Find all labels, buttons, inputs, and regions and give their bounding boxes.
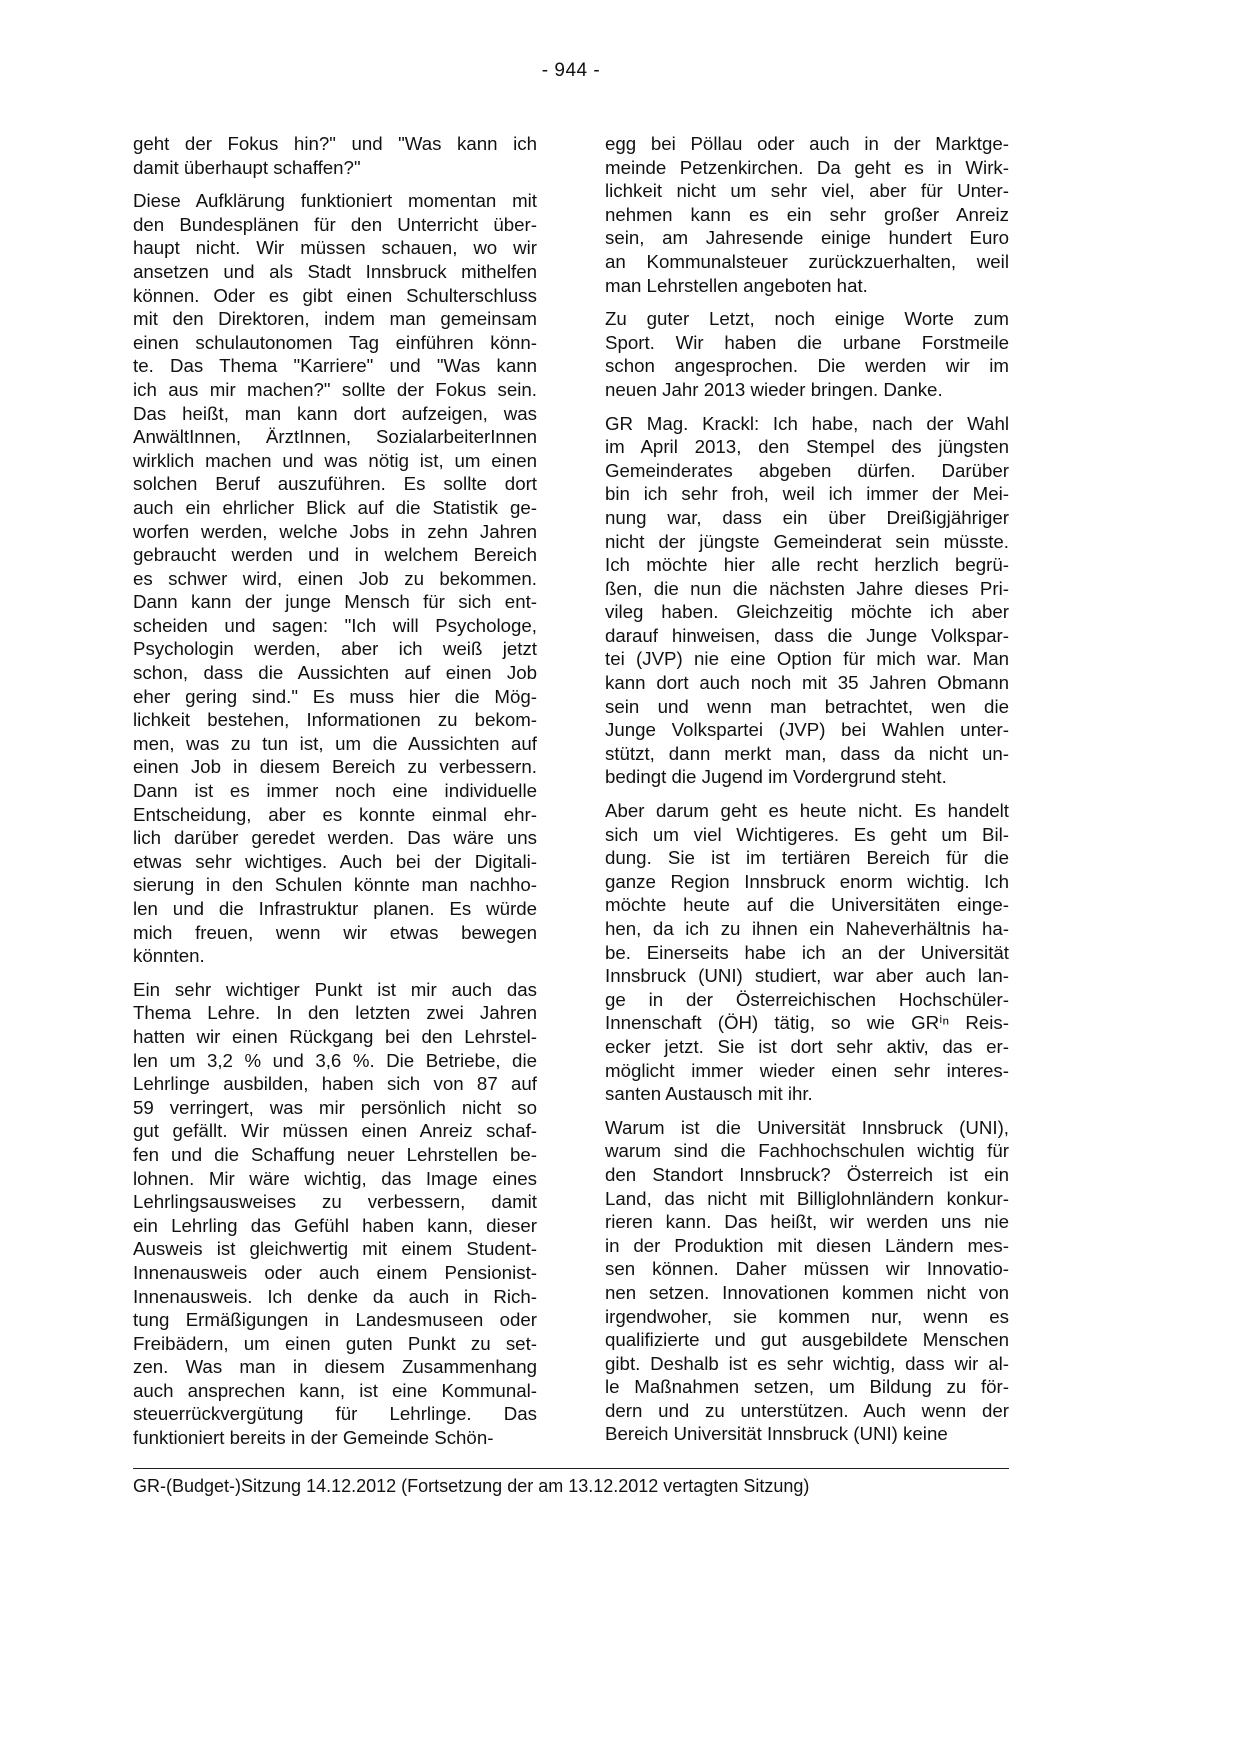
text-line: sein und wenn man betrachtet, wen die bbox=[605, 695, 1009, 717]
text-line: ßen, die nun die nächsten Jahre dieses Pri- bbox=[605, 577, 1009, 599]
text-line: Aber darum geht es heute nicht. Es handelt bbox=[605, 800, 1009, 822]
paragraph bbox=[605, 307, 1009, 401]
text-line: zen. Was man in diesem Zusammenhang bbox=[133, 1356, 537, 1378]
text-line: es schwer wird, einen Job zu bekommen. bbox=[133, 567, 537, 589]
text-line: einen schulautonomen Tag einführen könn- bbox=[133, 331, 537, 353]
text-line: steuerrückvergütung für Lehrlinge. Das bbox=[133, 1403, 537, 1425]
paragraph bbox=[605, 412, 1009, 790]
text-line: Junge Volkspartei (JVP) bei Wahlen unter- bbox=[605, 719, 1009, 741]
text-line: bin ich sehr froh, weil ich immer der Mei- bbox=[605, 483, 1009, 505]
text-line: Das heißt, man kann dort aufzeigen, was bbox=[133, 402, 537, 424]
text-line: len und die Infrastruktur planen. Es würde bbox=[133, 898, 537, 919]
text-line: mich freuen, wenn wir etwas bewegen bbox=[133, 921, 537, 943]
text-line: darauf hinweisen, dass die Junge Volkspar- bbox=[605, 624, 1009, 646]
text-line: qualifizierte und gut ausgebildete Menschen bbox=[605, 1329, 1009, 1351]
text-line: gut gefällt. Wir müssen einen Anreiz schaf- bbox=[133, 1120, 537, 1142]
text-line: Lehrlingsausweises zu verbessern, damit bbox=[133, 1191, 537, 1213]
text-line: Dann ist es immer noch eine individuelle bbox=[133, 780, 537, 802]
text-line: len um 3,2 % und 3,6 %. Die Betriebe, die bbox=[133, 1049, 537, 1071]
text-line: möchte heute auf die Universitäten einge- bbox=[605, 894, 1009, 916]
text-line: in der Produktion mit diesen Ländern mes- bbox=[605, 1234, 1009, 1256]
text-line: sen können. Daher müssen wir Innovatio- bbox=[605, 1258, 1009, 1280]
text-line: funktioniert bereits in der Gemeinde Schön- bbox=[133, 1427, 494, 1449]
text-line: den Bundesplänen für den Unterricht über- bbox=[133, 213, 537, 235]
text-line: schon, dass die Aussichten auf einen Job bbox=[133, 662, 537, 684]
page-number: - 944 - bbox=[541, 60, 601, 81]
text-line: Innenausweis. Ich denke da auch in Rich- bbox=[133, 1285, 537, 1307]
text-line: dern und zu unterstützen. Auch wenn der bbox=[605, 1399, 1009, 1421]
text-line: Diese Aufklärung funktioniert momentan mit bbox=[133, 190, 537, 212]
text-content bbox=[133, 132, 1009, 1460]
text-line: Warum ist die Universität Innsbruck (UNI), bbox=[605, 1116, 1009, 1138]
text-line: nung war, dass ein über Dreißigjähriger bbox=[605, 506, 1009, 528]
text-line: gebraucht werden und in welchem Bereich bbox=[133, 544, 537, 566]
text-line: Lehrlinge ausbilden, haben sich von 87 auf bbox=[133, 1073, 537, 1095]
paragraph bbox=[605, 799, 1009, 1106]
text-line: nicht der jüngste Gemeinderat sein müsste. bbox=[605, 530, 1009, 552]
text-line: tei (JVP) nie eine Option für mich war. Man bbox=[605, 648, 1009, 670]
text-line: Land, das nicht mit Billiglohnländern konkur- bbox=[605, 1187, 1009, 1209]
text-line: schon angesprochen. Die werden wir im bbox=[605, 355, 1009, 377]
text-line: Freibädern, um einen guten Punkt zu set- bbox=[133, 1332, 537, 1354]
text-line: Innsbruck (UNI) studiert, war aber auch lan- bbox=[605, 965, 1009, 987]
text-line: worfen werden, welche Jobs in zehn Jahren bbox=[133, 520, 537, 542]
text-line: lich darüber geredet werden. Das wäre uns bbox=[133, 827, 537, 849]
text-line: Gemeinderates abgeben dürfen. Darüber bbox=[605, 459, 1009, 481]
text-line: wirklich machen und was nötig ist, um einen bbox=[133, 449, 537, 471]
text-line: Dann kann der junge Mensch für sich ent- bbox=[133, 591, 537, 613]
text-line: auch ein ehrlicher Blick auf die Statistik ge- bbox=[133, 496, 537, 518]
text-line: etwas sehr wichtiges. Auch bei der Digitali- bbox=[133, 850, 537, 872]
text-line: damit überhaupt schaffen?" bbox=[133, 156, 361, 178]
text-line: vileg haben. Gleichzeitig möchte ich aber bbox=[605, 601, 1009, 623]
text-line: geht der Fokus hin?" und "Was kann ich bbox=[133, 133, 537, 154]
text-line: Entscheidung, aber es konnte einmal ehr- bbox=[133, 803, 537, 825]
text-line: den Standort Innsbruck? Österreich ist ein bbox=[605, 1163, 1009, 1185]
text-line: ganze Region Innsbruck enorm wichtig. Ich bbox=[605, 870, 1009, 892]
text-line: lichkeit bestehen, Informationen zu bekom- bbox=[133, 709, 537, 731]
text-line: men, was zu tun ist, um die Aussichten auf bbox=[133, 732, 537, 754]
text-line: scheiden und sagen: "Ich will Psychologe, bbox=[133, 614, 537, 636]
text-line: man Lehrstellen angeboten hat. bbox=[605, 274, 868, 296]
text-line: Ein sehr wichtiger Punkt ist mir auch das bbox=[133, 978, 537, 1000]
text-line: Sport. Wir haben die urbane Forstmeile bbox=[605, 331, 1009, 353]
text-line: egg bei Pöllau oder auch in der Marktge- bbox=[605, 133, 1009, 154]
text-line: Psychologin werden, aber ich weiß jetzt bbox=[133, 638, 537, 660]
text-line: sein, am Jahresende einige hundert Euro bbox=[605, 227, 1009, 249]
text-line: ecker jetzt. Sie ist dort sehr aktiv, das er- bbox=[605, 1035, 1009, 1057]
text-line: könnten. bbox=[133, 945, 205, 967]
text-line: haupt nicht. Wir müssen schauen, wo wir bbox=[133, 237, 537, 259]
paragraph bbox=[133, 132, 537, 179]
column-right bbox=[605, 132, 1009, 1460]
text-line: bedingt die Jugend im Vordergrund steht. bbox=[605, 766, 947, 788]
text-line: gibt. Deshalb ist es sehr wichtig, dass wir al- bbox=[605, 1352, 1009, 1374]
text-line: kann dort auch noch mit 35 Jahren Obmann bbox=[605, 672, 1009, 694]
text-line: im April 2013, den Stempel des jüngsten bbox=[605, 436, 1009, 458]
text-line: warum sind die Fachhochschulen wichtig für bbox=[605, 1140, 1009, 1162]
text-line: Ausweis ist gleichwertig mit einem Student- bbox=[133, 1238, 537, 1260]
text-line: santen Austausch mit ihr. bbox=[605, 1083, 813, 1105]
text-line: ein Lehrling das Gefühl haben kann, dieser bbox=[133, 1214, 537, 1236]
text-line: Innenausweis oder auch einem Pensionist- bbox=[133, 1261, 537, 1283]
text-line: sich um viel Wichtigeres. Es geht um Bil- bbox=[605, 823, 1009, 845]
text-line: Innenschaft (ÖH) tätig, so wie GRⁱⁿ Reis- bbox=[605, 1012, 1009, 1034]
text-line: dung. Sie ist im tertiären Bereich für die bbox=[605, 847, 1009, 869]
page-footer bbox=[133, 1468, 1009, 1497]
text-line: lohnen. Mir wäre wichtig, das Image eines bbox=[133, 1167, 537, 1189]
text-line: ge in der Österreichischen Hochschüler- bbox=[605, 988, 1009, 1010]
text-line: le Maßnahmen setzen, um Bildung zu för- bbox=[605, 1376, 1009, 1398]
column-left bbox=[133, 132, 537, 1460]
text-line: können. Oder es gibt einen Schulterschluss bbox=[133, 284, 537, 306]
text-line: 59 verringert, was mir persönlich nicht so bbox=[133, 1096, 537, 1118]
text-line: solchen Beruf auszuführen. Es sollte dort bbox=[133, 473, 537, 495]
text-line: Thema Lehre. In den letzten zwei Jahren bbox=[133, 1002, 537, 1024]
text-line: irgendwoher, sie kommen nur, wenn es bbox=[605, 1305, 1009, 1327]
text-line: meinde Petzenkirchen. Da geht es in Wirk- bbox=[605, 156, 1009, 178]
text-line: lichkeit nicht um sehr viel, aber für Unter- bbox=[605, 180, 1009, 202]
text-line: fen und die Schaffung neuer Lehrstellen be- bbox=[133, 1143, 537, 1165]
text-line: eher gering sind." Es muss hier die Mög- bbox=[133, 685, 537, 707]
text-line: mit den Direktoren, indem man gemeinsam bbox=[133, 308, 537, 330]
text-line: Bereich Universität Innsbruck (UNI) keine bbox=[605, 1423, 948, 1445]
text-line: sierung in den Schulen könnte man nachho- bbox=[133, 874, 537, 896]
text-line: Zu guter Letzt, noch einige Worte zum bbox=[605, 308, 1009, 330]
text-line: stützt, dann merkt man, dass da nicht un- bbox=[605, 742, 1009, 764]
text-line: ansetzen und als Stadt Innsbruck mithelfen bbox=[133, 260, 537, 282]
text-line: neuen Jahr 2013 wieder bringen. Danke. bbox=[605, 378, 943, 400]
text-line: hatten wir einen Rückgang bei den Lehrstel- bbox=[133, 1025, 537, 1047]
text-line: te. Das Thema "Karriere" und "Was kann bbox=[133, 355, 537, 377]
text-line: nehmen kann es ein sehr großer Anreiz bbox=[605, 203, 1009, 225]
text-line: an Kommunalsteuer zurückzuerhalten, weil bbox=[605, 250, 1009, 272]
text-line: tung Ermäßigungen in Landesmuseen oder bbox=[133, 1309, 537, 1331]
footer-text: GR-(Budget-)Sitzung 14.12.2012 (Fortsetzung der am 13.12.2012 vertagten Sitzung) bbox=[133, 1476, 810, 1496]
paragraph bbox=[605, 1116, 1009, 1446]
paragraph bbox=[133, 189, 537, 968]
paragraph bbox=[605, 132, 1009, 297]
text-line: hen, da ich zu ihnen ein Naheverhältnis ha- bbox=[605, 918, 1009, 939]
text-line: be. Einerseits habe ich an der Universität bbox=[605, 941, 1009, 963]
text-line: möglicht immer wieder einen sehr interes- bbox=[605, 1059, 1009, 1081]
text-line: GR Mag. Krackl: Ich habe, nach der Wahl bbox=[605, 412, 1009, 434]
text-line: rieren kann. Das heißt, wir werden uns nie bbox=[605, 1211, 1009, 1233]
text-line: nen setzen. Innovationen kommen nicht von bbox=[605, 1281, 1009, 1303]
text-line: auch ansprechen kann, ist eine Kommunal- bbox=[133, 1379, 537, 1401]
paragraph bbox=[133, 978, 537, 1450]
text-line: einen Job in diesem Bereich zu verbessern. bbox=[133, 756, 537, 778]
text-line: ich aus mir machen?" sollte der Fokus sein. bbox=[133, 378, 537, 400]
text-line: AnwältInnen, ÄrztInnen, SozialarbeiterInnen bbox=[133, 426, 537, 448]
text-line: Ich möchte hier alle recht herzlich begrü- bbox=[605, 554, 1009, 576]
